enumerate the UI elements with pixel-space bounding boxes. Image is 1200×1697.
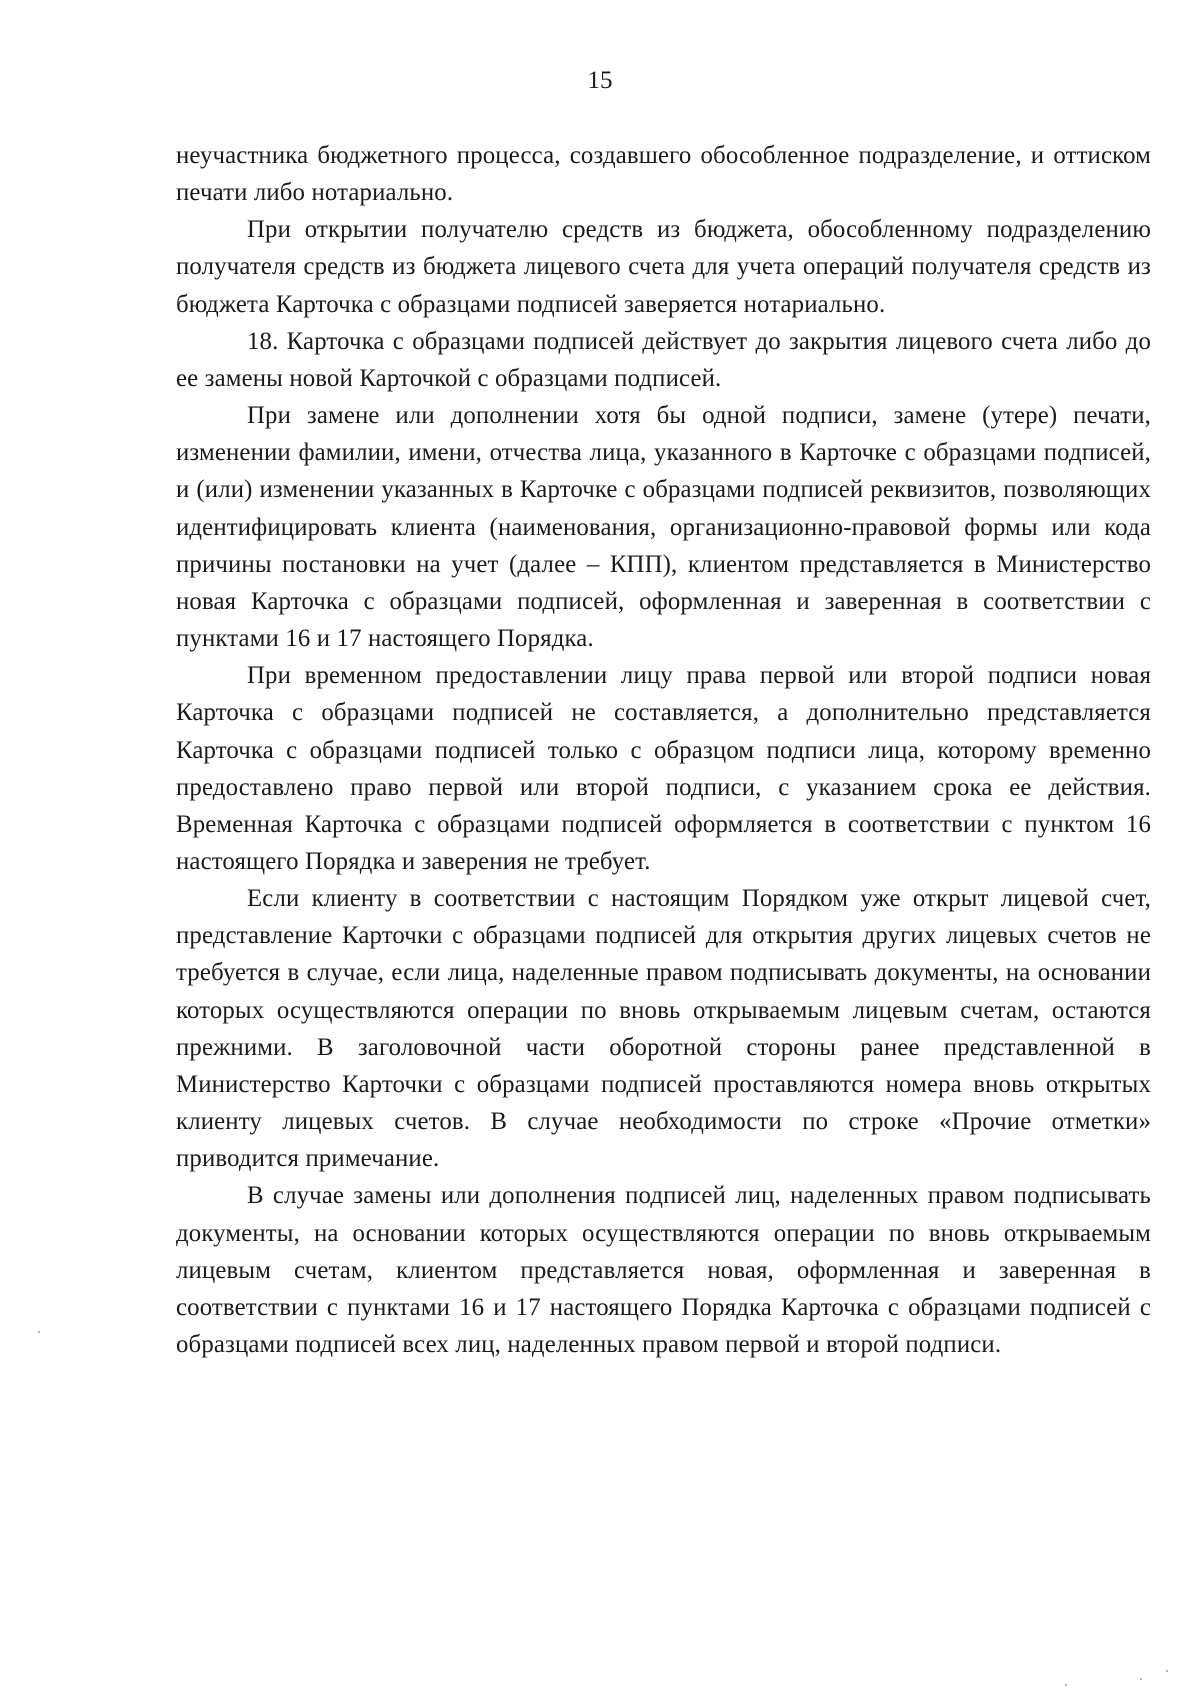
paragraph-item-18: 18. Карточка с образцами подписей действует до закрытия лицевого счета либо до ее замены новой Карточкой с образцами подписей. [176, 327, 1151, 392]
paragraph-temporary-signature: При временном предоставлении лицу права первой или второй подписи новая Карточка с образцами подписей не составляется, а дополнительно представляется Карточка с образцами подписей только с образцом подписи лица, которому временно предоставлено право первой или второй подписи, с указанием срока ее действия. Временная Карточка с образцами подписей оформляется в соответствии с пунктом 16 настоящего Порядка и заверения не требует. [176, 662, 1151, 875]
paragraph-signature-change-new-accounts: В случае замены или дополнения подписей лиц, наделенных правом подписывать документы, на основании которых осуществляются операции по вновь открываемым лицевым счетам, клиентом представляется новая, оформленная и заверенная в соответствии с пунктами 16 и 17 настоящего Порядка Карточка с образцами подписей с образцами подписей всех лиц, наделенных правом первой и второй подписи. [176, 1182, 1151, 1358]
paragraph-existing-account: Если клиенту в соответствии с настоящим Порядком уже открыт лицевой счет, представление Карточки с образцами подписей для открытия других лицевых счетов не требуется в случае, если лица, наделенные правом подписывать документы, на основании которых осуществляются операции по вновь открываемым лицевым счетам, остаются прежними. В заголовочной части оборотной стороны ранее представленной в Министерство Карточки с образцами подписей проставляются номера вновь открытых клиенту лицевых счетов. В случае необходимости по строке «Прочие отметки» приводится примечание. [176, 885, 1151, 1173]
paragraph-signature-replacement: При замене или дополнении хотя бы одной подписи, замене (утере) печати, изменении фамилии, имени, отчества лица, указанного в Карточке с образцами подписей, и (или) изменении указанных в Карточке с образцами подписей реквизитов, позволяющих идентифицировать клиента (наименования, организационно-правовой формы или кода причины постановки на учет (далее – КПП), клиентом представляется в Министерство новая Карточка с образцами подписей, оформленная и заверенная в соответствии с пунктами 16 и 17 настоящего Порядка. [176, 402, 1151, 653]
document-body [176, 137, 1151, 1363]
scan-speck [1166, 1670, 1168, 1672]
scan-speck [1140, 1678, 1142, 1680]
scan-speck [1065, 1684, 1067, 1686]
paragraph-continuation: неучастника бюджетного процесса, создавшего обособленное подразделение, и оттиском печати либо нотариально. [176, 142, 1151, 207]
scan-speck [38, 1331, 40, 1333]
page-number: 15 [587, 67, 613, 94]
paragraph-opening-notarization: При открытии получателю средств из бюджета, обособленному подразделению получателя средств из бюджета лицевого счета для учета операций получателя средств из бюджета Карточка с образцами подписей заверяется нотариально. [176, 216, 1151, 318]
